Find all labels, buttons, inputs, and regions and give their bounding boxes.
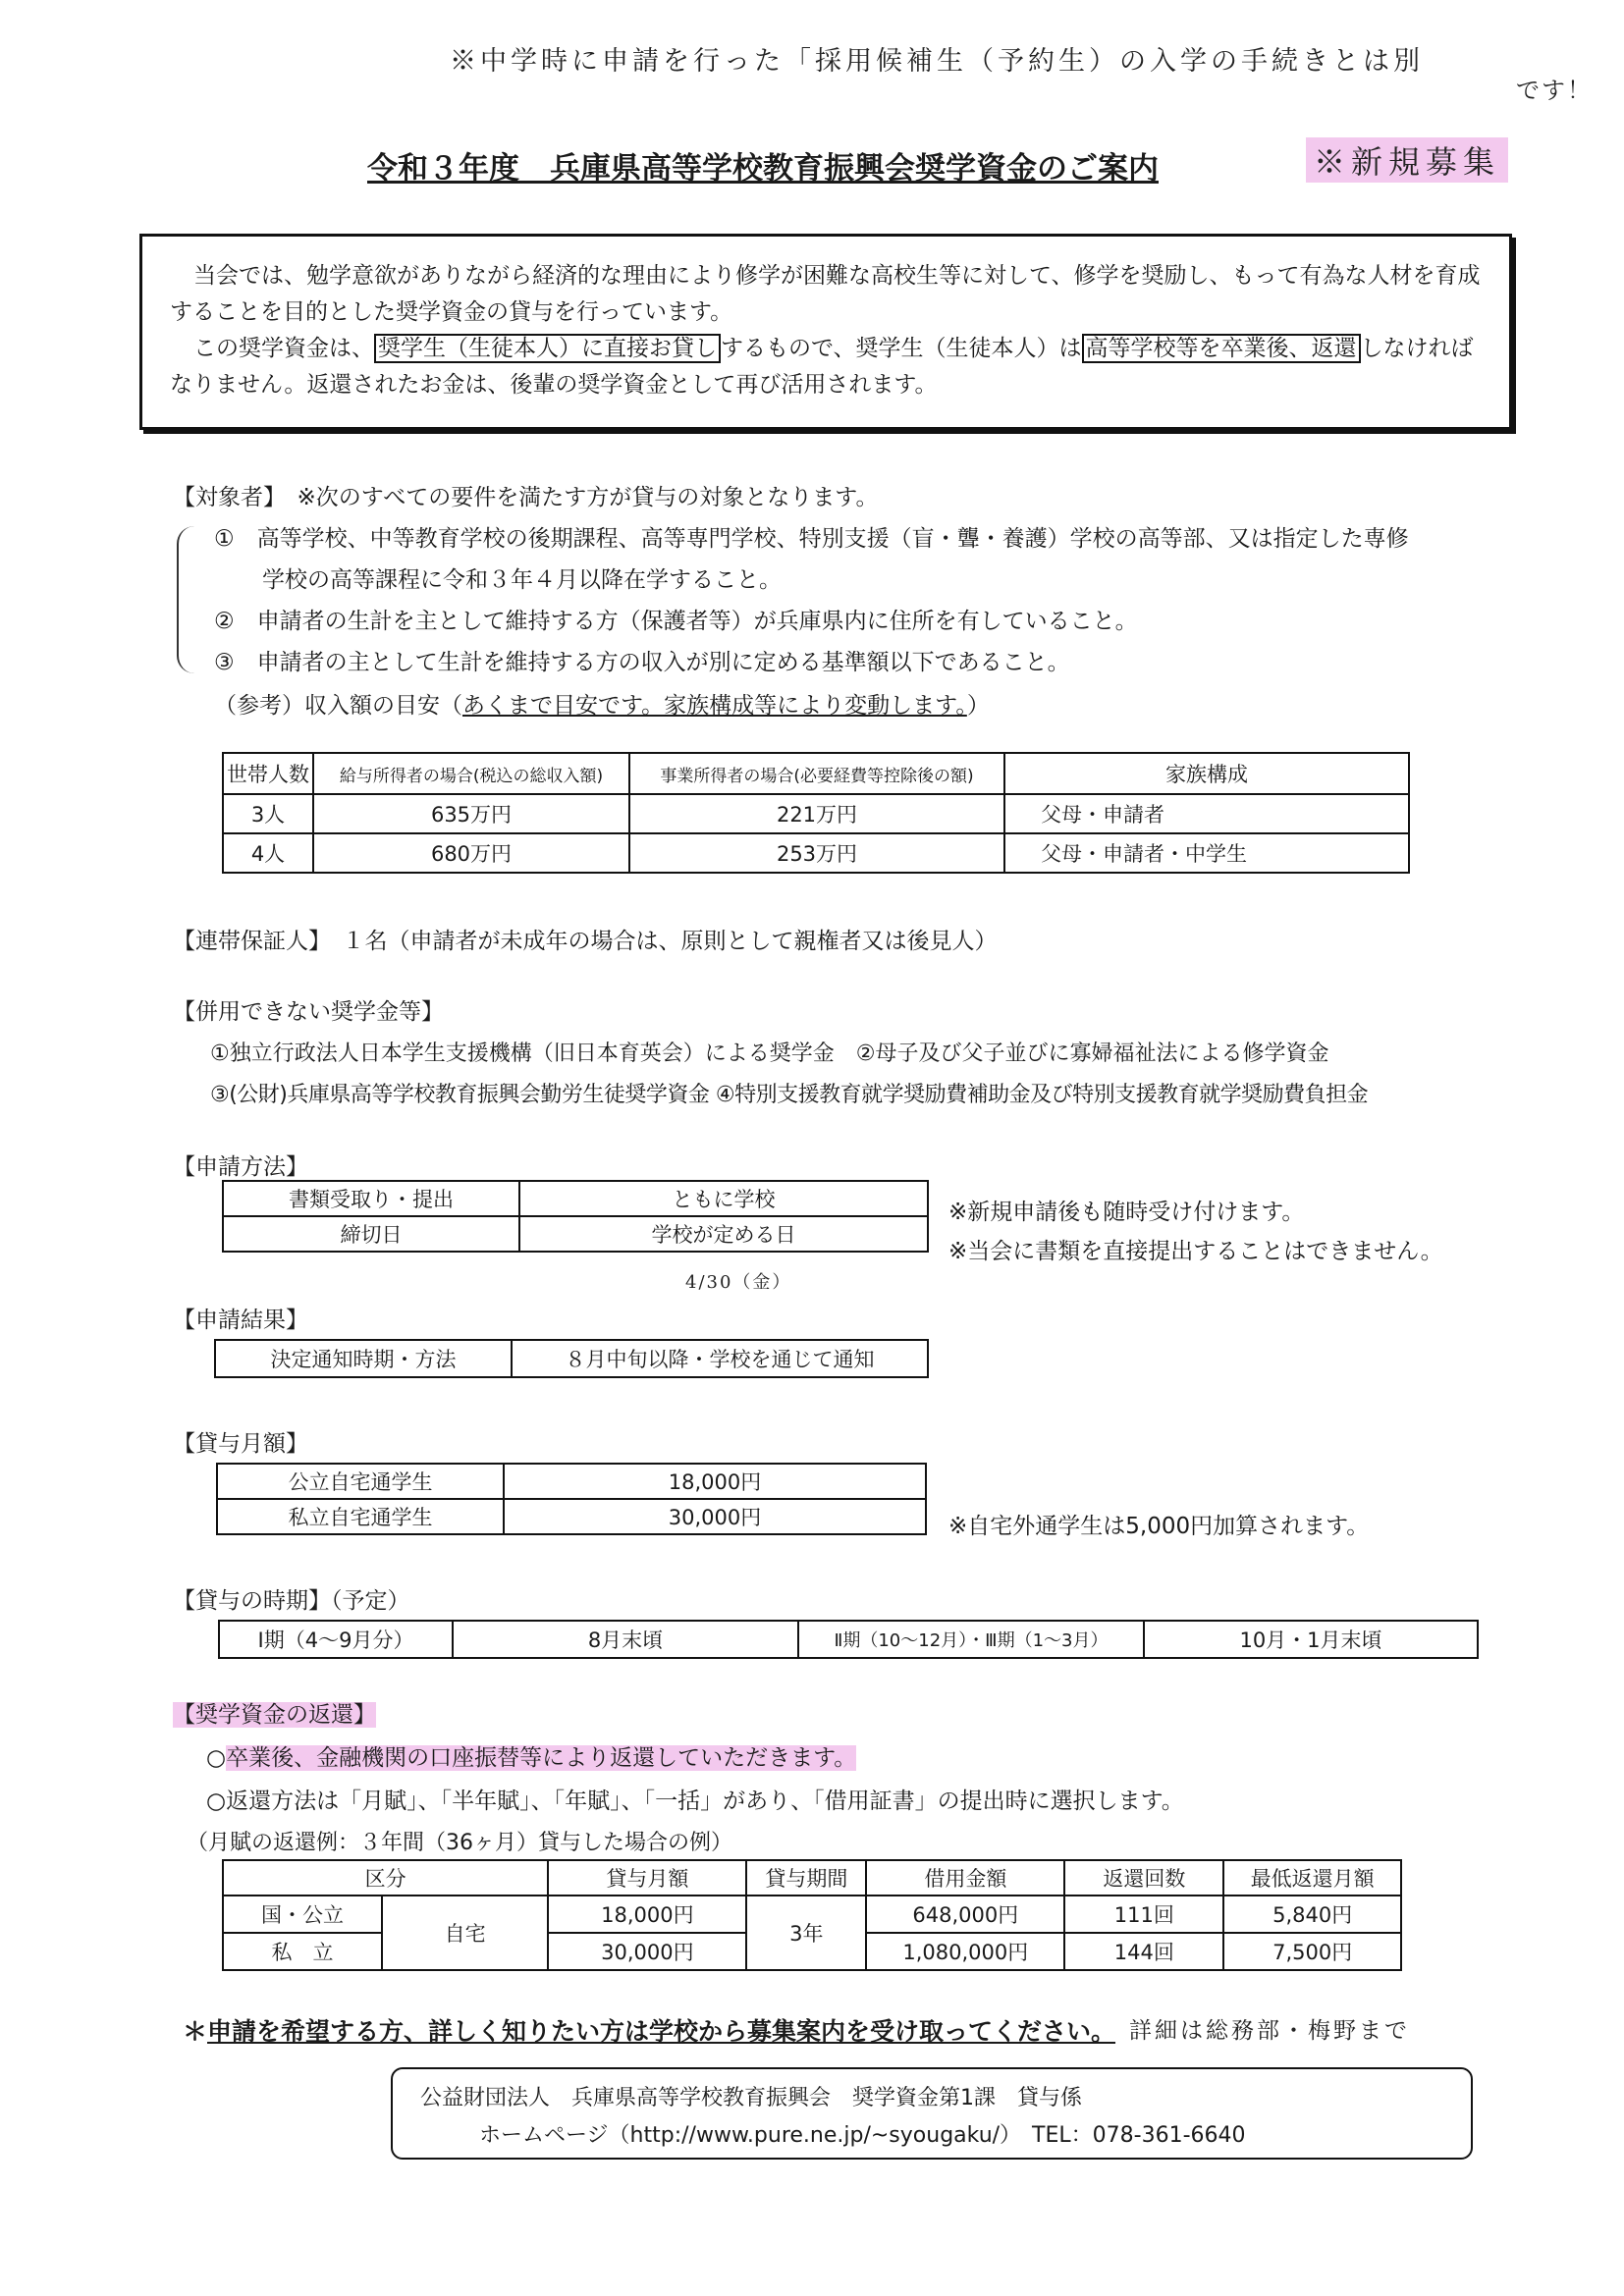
- eligibility-item-3: ③ 申請者の主として生計を維持する方の収入が別に定める基準額以下であること。: [214, 650, 1070, 675]
- income-cell: 3人: [223, 794, 313, 833]
- intro-text-c: しなければなりません。返還されたお金は、後輩の奨学資金として再び活用されます。: [170, 336, 1474, 398]
- result-table: [214, 1339, 929, 1378]
- handwritten-note-top-end: です！: [1516, 77, 1593, 104]
- page-title: 令和３年度 兵庫県高等学校教育振興会奨学資金のご案内: [367, 151, 1159, 187]
- handwritten-new-recruit: ※新規募集: [1306, 137, 1508, 183]
- exclusive-line-2: ③(公財)兵庫県高等学校教育振興会勤労生徒奨学資金 ④特別支援教育就学奨励費補助金及び特別支援教育就学奨励費負担金: [210, 1083, 1369, 1107]
- eligibility-heading: 【対象者】 ※次のすべての要件を満たす方が貸与の対象となります。: [173, 485, 879, 510]
- repay-bullet: ○: [206, 1745, 227, 1771]
- repay-line-1: [206, 1739, 856, 1772]
- eligibility-brace: [177, 526, 196, 673]
- intro-text-b: するもので、奨学生（生徒本人）は: [721, 336, 1082, 361]
- income-cell: 253万円: [629, 833, 1004, 873]
- handwritten-note-top: ※中学時に申請を行った「採用候補生（予約生）の入学の手続きとは別: [450, 46, 1424, 77]
- income-cell: 680万円: [313, 833, 629, 873]
- repay-cell: 5,840円: [1223, 1896, 1401, 1933]
- repay-home: 自宅: [382, 1896, 548, 1970]
- apply-note-2: ※当会に書類を直接提出することはできません。: [948, 1239, 1443, 1264]
- repay-cell: 30,000円: [548, 1933, 746, 1970]
- repay-heading: [173, 1696, 376, 1729]
- income-cell: 221万円: [629, 794, 1004, 833]
- repay-cell: 私 立: [223, 1933, 382, 1970]
- timing-cell: 8月末頃: [453, 1621, 798, 1658]
- handwritten-contact: 詳細は総務部・梅野まで: [1129, 2018, 1410, 2044]
- intro-text-a: この奨学資金は、: [193, 336, 374, 361]
- repay-cell: 1,080,000円: [866, 1933, 1064, 1970]
- income-cell: 父母・申請者・中学生: [1004, 833, 1409, 873]
- income-cell: 父母・申請者: [1004, 794, 1409, 833]
- repay-header: 貸与期間: [746, 1860, 866, 1896]
- monthly-heading: 【貸与月額】: [173, 1431, 308, 1457]
- monthly-cell: 私立自宅通学生: [217, 1499, 504, 1534]
- apply-cell: 締切日: [223, 1216, 519, 1252]
- repay-table: [222, 1859, 1402, 1971]
- repay-cell: 144回: [1064, 1933, 1223, 1970]
- repay-cell: 111回: [1064, 1896, 1223, 1933]
- income-cell: 4人: [223, 833, 313, 873]
- income-reference-note: あくまで目安です。家族構成等により変動します。: [462, 693, 967, 719]
- repay-header: 返還回数: [1064, 1860, 1223, 1896]
- result-label: 決定通知時期・方法: [215, 1340, 512, 1377]
- closing-text: 申請を希望する方、詳しく知りたい方は学校から募集案内を受け取ってください。: [207, 2017, 1116, 2046]
- monthly-cell: 公立自宅通学生: [217, 1464, 504, 1499]
- repay-example: （月賦の返還例：３年間（36ヶ月）貸与した場合の例）: [187, 1831, 732, 1855]
- income-header: 家族構成: [1004, 753, 1409, 794]
- repay-header: 区分: [223, 1860, 548, 1896]
- repay-cell: 7,500円: [1223, 1933, 1401, 1970]
- footer-org: 公益財団法人 兵庫県高等学校教育振興会 奨学資金第1課 貸与係: [420, 2086, 1082, 2110]
- income-table: [222, 752, 1410, 874]
- footer-hp: ホームページ（http://www.pure.ne.jp/~syougaku/） TEL：078-361-6640: [479, 2123, 1246, 2148]
- timing-heading: 【貸与の時期】（予定）: [173, 1588, 410, 1614]
- repay-cell: 国・公立: [223, 1896, 382, 1933]
- apply-cell: 書類受取り・提出: [223, 1181, 519, 1216]
- repay-period: 3年: [746, 1896, 866, 1970]
- income-reference-c: ）: [966, 693, 990, 719]
- income-header: 世帯人数: [223, 753, 313, 794]
- repay-cell: 18,000円: [548, 1896, 746, 1933]
- footer-box: [391, 2067, 1473, 2160]
- result-heading: 【申請結果】: [173, 1308, 308, 1333]
- intro-paragraph-2: [170, 331, 1490, 403]
- monthly-table: [216, 1463, 927, 1535]
- monthly-cell: 30,000円: [504, 1499, 926, 1534]
- timing-cell: Ⅰ期（4～9月分）: [219, 1621, 453, 1658]
- income-reference-a: （参考）収入額の目安（: [214, 693, 462, 719]
- timing-cell: Ⅱ期（10～12月）・Ⅲ期（1～3月）: [798, 1621, 1144, 1658]
- income-header: 給与所得者の場合(税込の総収入額): [313, 753, 629, 794]
- eligibility-item-2: ② 申請者の生計を主として維持する方（保護者等）が兵庫県内に住所を有していること。: [214, 609, 1138, 634]
- income-reference: [214, 687, 990, 720]
- result-value: ８月中旬以降・学校を通じて通知: [512, 1340, 928, 1377]
- eligibility-item-1: ① 高等学校、中等教育学校の後期課程、高等専門学校、特別支援（盲・聾・養護）学校の高等部、又は指定した専修: [214, 526, 1409, 552]
- timing-cell: 10月・1月末頃: [1144, 1621, 1478, 1658]
- intro-box: [139, 234, 1512, 430]
- monthly-note: ※自宅外通学生は5,000円加算されます。: [948, 1514, 1370, 1539]
- exclusive-heading: 【併用できない奨学金等】: [173, 999, 444, 1025]
- eligibility-item-1-cont: 学校の高等課程に令和３年４月以降在学すること。: [262, 567, 782, 593]
- income-header: 事業所得者の場合(必要経費等控除後の額): [629, 753, 1004, 794]
- repay-header: 貸与月額: [548, 1860, 746, 1896]
- apply-cell: 学校が定める日: [519, 1216, 928, 1252]
- exclusive-line-1: ①独立行政法人日本学生支援機構（旧日本育英会）による奨学金 ②母子及び父子並びに寡婦福祉法による修学資金: [210, 1041, 1329, 1066]
- income-cell: 635万円: [313, 794, 629, 833]
- handwritten-deadline: 4/30（金）: [685, 1272, 792, 1293]
- apply-note-1: ※新規申請後も随時受け付けます。: [948, 1200, 1305, 1225]
- monthly-cell: 18,000円: [504, 1464, 926, 1499]
- repay-header: 最低返還月額: [1223, 1860, 1401, 1896]
- closing-line: [183, 2012, 1115, 2048]
- repay-line-1-text: 卒業後、金融機関の口座振替等により返還していただきます。: [226, 1745, 857, 1771]
- apply-cell: ともに学校: [519, 1181, 928, 1216]
- repay-line-2: ○返還方法は「月賦」、「半年賦」、「年賦」、「一括」があり、「借用証書」の提出時に選択します。: [206, 1789, 1184, 1814]
- intro-boxed-repay: 高等学校等を卒業後、返還: [1082, 334, 1361, 363]
- intro-paragraph-1: 当会では、勉学意欲がありながら経済的な理由により修学が困難な高校生等に対して、修学を奨励し、もって有為な人材を育成することを目的とした奨学資金の貸与を行っています。: [170, 263, 1481, 325]
- repay-heading-text: 【奨学資金の返還】: [173, 1702, 376, 1728]
- repay-cell: 648,000円: [866, 1896, 1064, 1933]
- repay-header: 借用金額: [866, 1860, 1064, 1896]
- apply-table: [222, 1180, 929, 1253]
- apply-heading: 【申請方法】: [173, 1154, 308, 1180]
- closing-star: ＊: [183, 2017, 208, 2046]
- intro-boxed-direct-loan: 奨学生（生徒本人）に直接お貸し: [374, 334, 721, 363]
- timing-table: [218, 1620, 1479, 1659]
- guarantor-line: 【連帯保証人】 １名（申請者が未成年の場合は、原則として親権者又は後見人）: [173, 929, 998, 954]
